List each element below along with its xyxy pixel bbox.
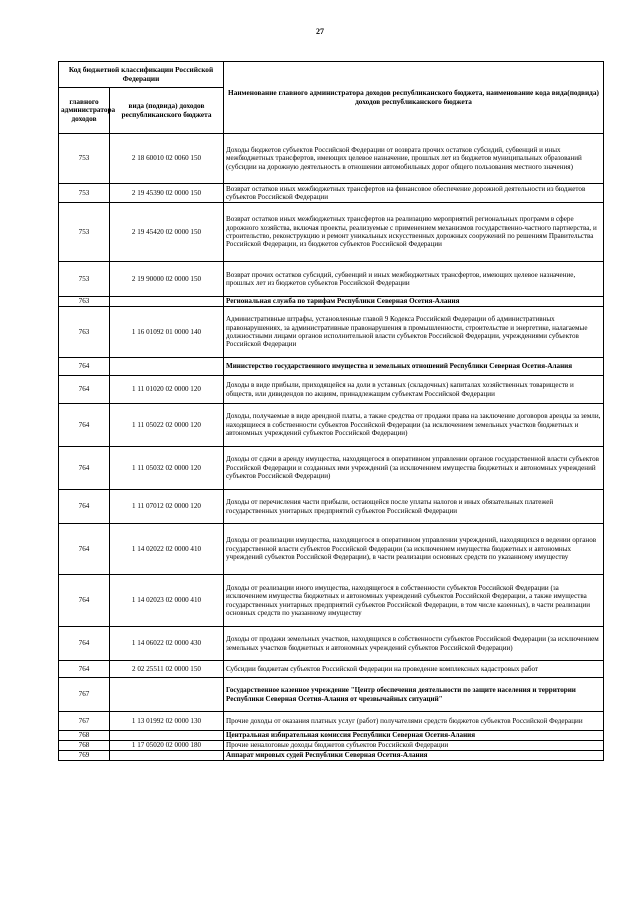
description-cell: Доходы от перечисления части прибыли, остающейся после уплаты налогов и иных обязательных платежей государственных унитарных предприятий субъектов Российской Федерации	[224, 490, 604, 524]
income-code-cell	[110, 678, 224, 712]
admin-code-cell: 764	[59, 404, 110, 447]
admin-code-cell: 753	[59, 134, 110, 184]
table-row	[59, 376, 604, 404]
description-cell: Центральная избирательная комиссия Республики Северная Осетия-Алания	[224, 731, 604, 741]
page-number: 27	[316, 27, 324, 36]
header-admin: главного администратора доходов	[59, 88, 110, 134]
income-code-cell: 2 19 90000 02 0000 150	[110, 262, 224, 297]
income-code-cell: 1 13 01992 02 0000 130	[110, 712, 224, 731]
table-row	[59, 404, 604, 447]
admin-code-cell: 769	[59, 751, 110, 761]
description-cell: Прочие неналоговые доходы бюджетов субъектов Российской Федерации	[224, 741, 604, 751]
header-classification-group: Код бюджетной классификации Российской Федерации	[59, 62, 224, 88]
income-code-cell: 1 11 01020 02 0000 120	[110, 376, 224, 404]
table-row	[59, 575, 604, 627]
admin-code-cell: 764	[59, 627, 110, 661]
table-row	[59, 203, 604, 262]
description-cell: Министерство государственного имущества и земельных отношений Республики Северная Осетия-Алания	[224, 358, 604, 376]
admin-code-cell: 763	[59, 297, 110, 307]
description-cell: Доходы бюджетов субъектов Российской Федерации от возврата прочих остатков субсидий, субвенций и иных межбюджетных трансфертов, имеющих целевое назначение, прошлых лет из бюджетов муниципальных образований (субсидии на дорожную деятельность в отношении автомобильных дорог общего пользования местного значения)	[224, 134, 604, 184]
header-income-code: вида (подвида) доходов республиканского бюджета	[110, 88, 224, 134]
admin-code-cell: 764	[59, 447, 110, 490]
description-cell: Аппарат мировых судей Республики Северная Осетия-Алания	[224, 751, 604, 761]
description-cell: Государственное казенное учреждение "Центр обеспечения деятельности по защите населения и территории Республики Северная Осетия-Алания от чрезвычайных ситуаций"	[224, 678, 604, 712]
table-row	[59, 741, 604, 751]
table-row	[59, 184, 604, 203]
admin-code-cell: 764	[59, 524, 110, 575]
description-cell: Доходы от продажи земельных участков, находящихся в собственности субъектов Российской Федерации (за исключением земельных участков бюджетных и автономных учреждений субъектов Российской Федерации)	[224, 627, 604, 661]
admin-code-cell: 753	[59, 203, 110, 262]
table-row	[59, 134, 604, 184]
table-row	[59, 307, 604, 358]
income-code-cell	[110, 297, 224, 307]
description-cell: Возврат остатков иных межбюджетных трансфертов на финансовое обеспечение дорожной деятельности из бюджетов субъектов Российской Федерации	[224, 184, 604, 203]
table-row	[59, 627, 604, 661]
description-cell: Региональная служба по тарифам Республики Северная Осетия-Алания	[224, 297, 604, 307]
description-cell: Возврат остатков иных межбюджетных трансфертов на реализацию мероприятий региональных программ в сфере дорожного хозяйства, включая проекты, реализуемые с применением механизмов государственно-частного партнерства, и строительство, реконструкцию и ремонт уникальных искусственных дорожных сооружений по решениям Правительства Российской Федерации, из бюджетов субъектов Российской Федерации	[224, 203, 604, 262]
table-row	[59, 712, 604, 731]
admin-code-cell: 764	[59, 661, 110, 678]
income-code-cell: 2 19 45390 02 0000 150	[110, 184, 224, 203]
description-cell: Возврат прочих остатков субсидий, субвенций и иных межбюджетных трансфертов, имеющих целевое назначение, прошлых лет из бюджетов субъектов Российской Федерации	[224, 262, 604, 297]
table-row	[59, 731, 604, 741]
table-row	[59, 678, 604, 712]
admin-code-cell: 753	[59, 262, 110, 297]
income-code-cell: 2 02 25511 02 0000 150	[110, 661, 224, 678]
table-row	[59, 751, 604, 761]
income-code-cell: 2 19 45420 02 0000 150	[110, 203, 224, 262]
income-code-cell: 1 11 05032 02 0000 120	[110, 447, 224, 490]
table-row	[59, 262, 604, 297]
admin-code-cell: 767	[59, 678, 110, 712]
table-row	[59, 524, 604, 575]
description-cell: Прочие доходы от оказания платных услуг (работ) получателями средств бюджетов субъектов Российской Федерации	[224, 712, 604, 731]
income-code-cell: 1 16 01092 01 0000 140	[110, 307, 224, 358]
admin-code-cell: 764	[59, 575, 110, 627]
income-code-cell	[110, 358, 224, 376]
table-row	[59, 297, 604, 307]
description-cell: Доходы, получаемые в виде арендной платы, а также средства от продажи права на заключение договоров аренды за земли, находящиеся в собственности субъектов Российской Федерации (за исключением земельных участков бюджетных и автономных учреждений субъектов Российской Федерации)	[224, 404, 604, 447]
table-row	[59, 661, 604, 678]
admin-code-cell: 764	[59, 376, 110, 404]
table-row	[59, 490, 604, 524]
admin-code-cell: 764	[59, 490, 110, 524]
description-cell: Доходы от реализации имущества, находящегося в оперативном управлении учреждений, находящихся в ведении органов государственной власти субъектов Российской Федерации (за исключением имущества бюджетных и автономных учреждений субъектов Российской Федерации), в части реализации основных средств по указанному имуществу	[224, 524, 604, 575]
income-code-cell: 1 14 02022 02 0000 410	[110, 524, 224, 575]
table-row	[59, 447, 604, 490]
income-code-cell: 1 17 05020 02 0000 180	[110, 741, 224, 751]
description-cell: Доходы в виде прибыли, приходящейся на доли в уставных (складочных) капиталах хозяйственных товариществ и обществ, или дивидендов по акциям, принадлежащим субъектам Российской Федерации	[224, 376, 604, 404]
admin-code-cell: 767	[59, 712, 110, 731]
description-cell: Доходы от реализации иного имущества, находящегося в собственности субъектов Российской Федерации (за исключением имущества бюджетных и автономных учреждений субъектов Российской Федерации, а также имущества государственных унитарных предприятий субъектов Российской Федерации, в том числе казенных), в части реализации основных средств по указанному имуществу	[224, 575, 604, 627]
admin-code-cell: 764	[59, 358, 110, 376]
admin-code-cell: 753	[59, 184, 110, 203]
income-code-cell: 1 11 07012 02 0000 120	[110, 490, 224, 524]
income-code-cell: 1 14 06022 02 0000 430	[110, 627, 224, 661]
admin-code-cell: 768	[59, 741, 110, 751]
income-code-cell	[110, 731, 224, 741]
income-code-cell: 2 18 60010 02 0060 150	[110, 134, 224, 184]
description-cell: Субсидии бюджетам субъектов Российской Федерации на проведение комплексных кадастровых работ	[224, 661, 604, 678]
description-cell: Административные штрафы, установленные главой 9 Кодекса Российской Федерации об административных правонарушениях, за административные правонарушения в промышленности, строительстве и энергетике, налагаемые должностными лицами органов исполнительной власти субъектов Российской Федерации, учреждениями субъектов Российской Федерации	[224, 307, 604, 358]
income-code-cell: 1 11 05022 02 0000 120	[110, 404, 224, 447]
table-row	[59, 358, 604, 376]
admin-code-cell: 763	[59, 307, 110, 358]
admin-code-cell: 768	[59, 731, 110, 741]
description-cell: Доходы от сдачи в аренду имущества, находящегося в оперативном управлении органов государственной власти субъектов Российской Федерации и созданных ими учреждений (за исключением имущества бюджетных и автономных учреждений субъектов Российской Федерации)	[224, 447, 604, 490]
budget-classification-table	[58, 61, 604, 761]
income-code-cell	[110, 751, 224, 761]
income-code-cell: 1 14 02023 02 0000 410	[110, 575, 224, 627]
header-name: Наименование главного администратора доходов республиканского бюджета, наименование кода вида(подвида) доходов республиканского бюджета	[224, 62, 604, 134]
